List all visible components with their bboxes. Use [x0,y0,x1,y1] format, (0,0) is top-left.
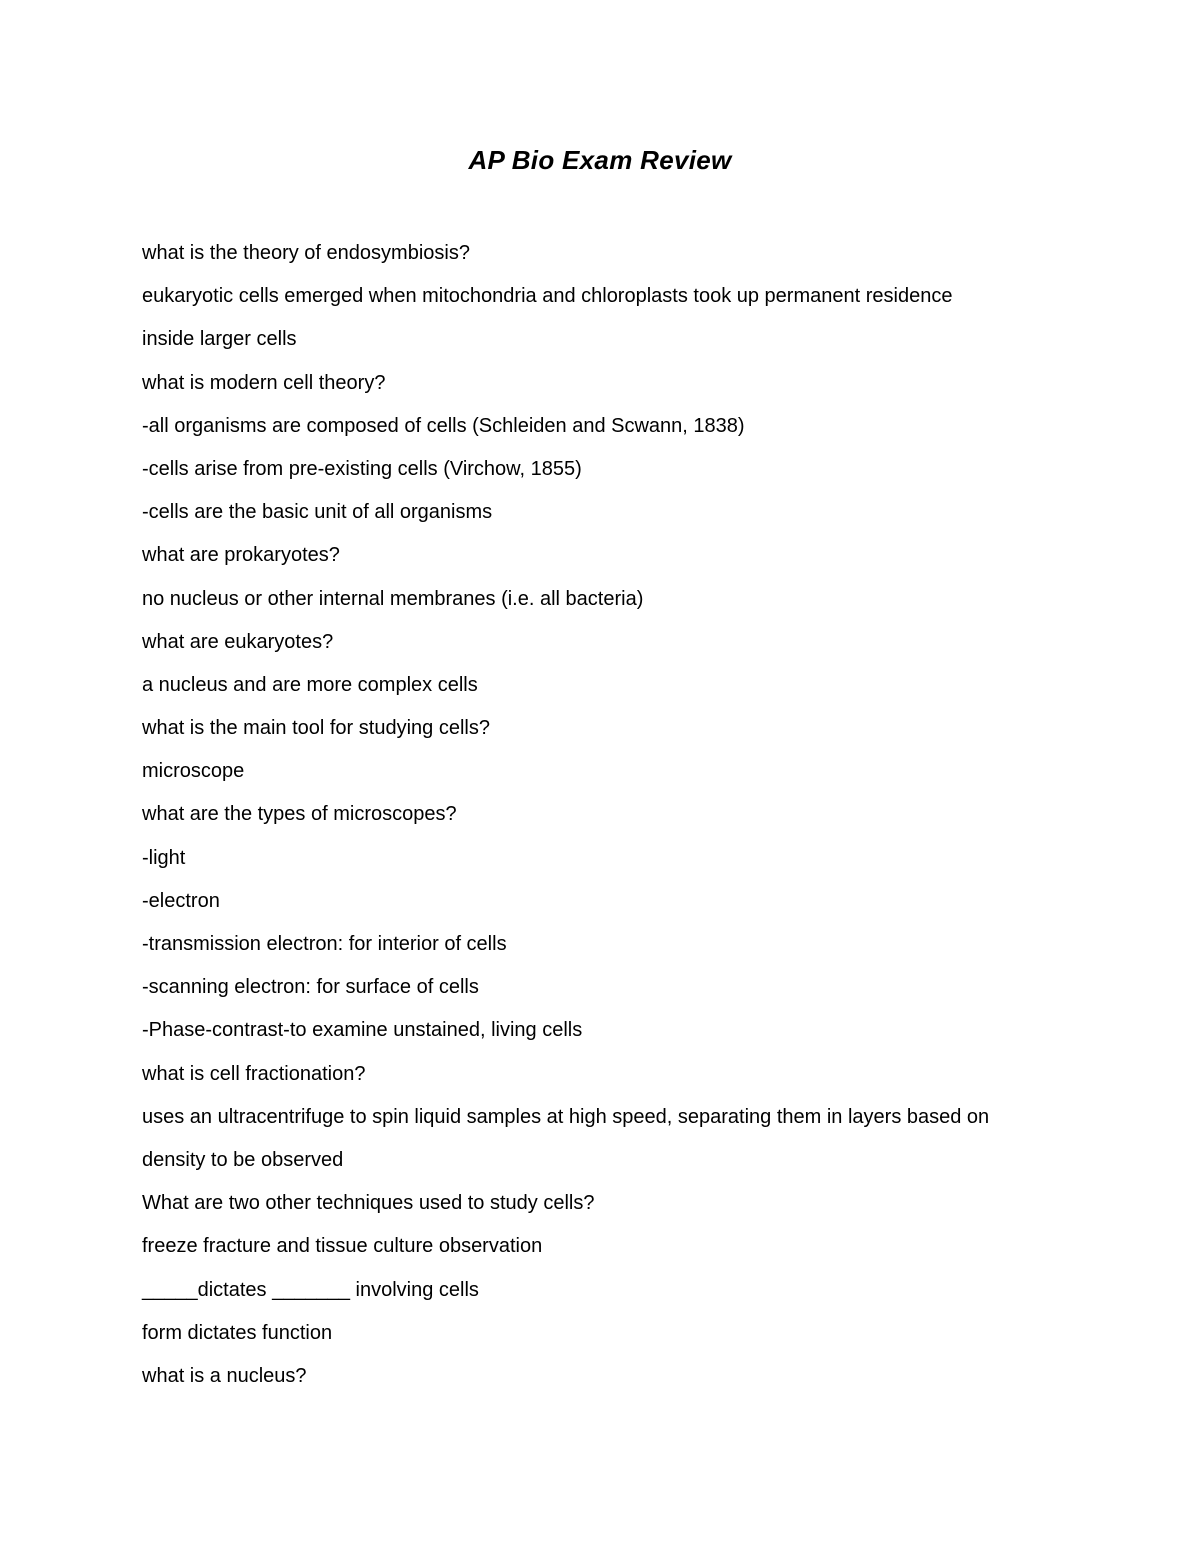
text-line: no nucleus or other internal membranes (i.e. all bacteria) [142,587,644,610]
text-line: microscope [142,760,245,783]
text-line: _____dictates _______ involving cells [142,1278,479,1301]
text-line: what is modern cell theory? [142,371,386,394]
text-line: -Phase-contrast-to examine unstained, living cells [142,1019,583,1042]
text-line: inside larger cells [142,328,297,351]
text-line: what are the types of microscopes? [142,803,457,826]
text-line: a nucleus and are more complex cells [142,673,478,696]
text-line: eukaryotic cells emerged when mitochondria and chloroplasts took up permanent residence [142,285,953,308]
text-line: freeze fracture and tissue culture observation [142,1235,543,1258]
text-line: what is the main tool for studying cells? [142,717,490,740]
text-line: -cells arise from pre-existing cells (Virchow, 1855) [142,457,582,480]
text-line: -electron [142,889,220,912]
text-line: -scanning electron: for surface of cells [142,976,479,999]
text-line: uses an ultracentrifuge to spin liquid samples at high speed, separating them in layers based on [142,1105,990,1128]
text-line: -cells are the basic unit of all organisms [142,501,493,524]
text-line: form dictates function [142,1321,333,1344]
document-title: AP Bio Exam Review [468,145,732,175]
text-line: What are two other techniques used to study cells? [142,1192,595,1215]
text-line: -light [142,846,186,869]
text-line: density to be observed [142,1148,344,1171]
text-line: what is the theory of endosymbiosis? [142,242,470,264]
text-line: what are eukaryotes? [142,630,334,653]
text-line: what is cell fractionation? [142,1062,366,1085]
text-line: what is a nucleus? [142,1364,307,1387]
document-body [142,232,1102,1398]
text-line: -transmission electron: for interior of cells [142,933,507,955]
text-line: -all organisms are composed of cells (Schleiden and Scwann, 1838) [142,414,745,437]
text-line: what are prokaryotes? [142,544,340,567]
